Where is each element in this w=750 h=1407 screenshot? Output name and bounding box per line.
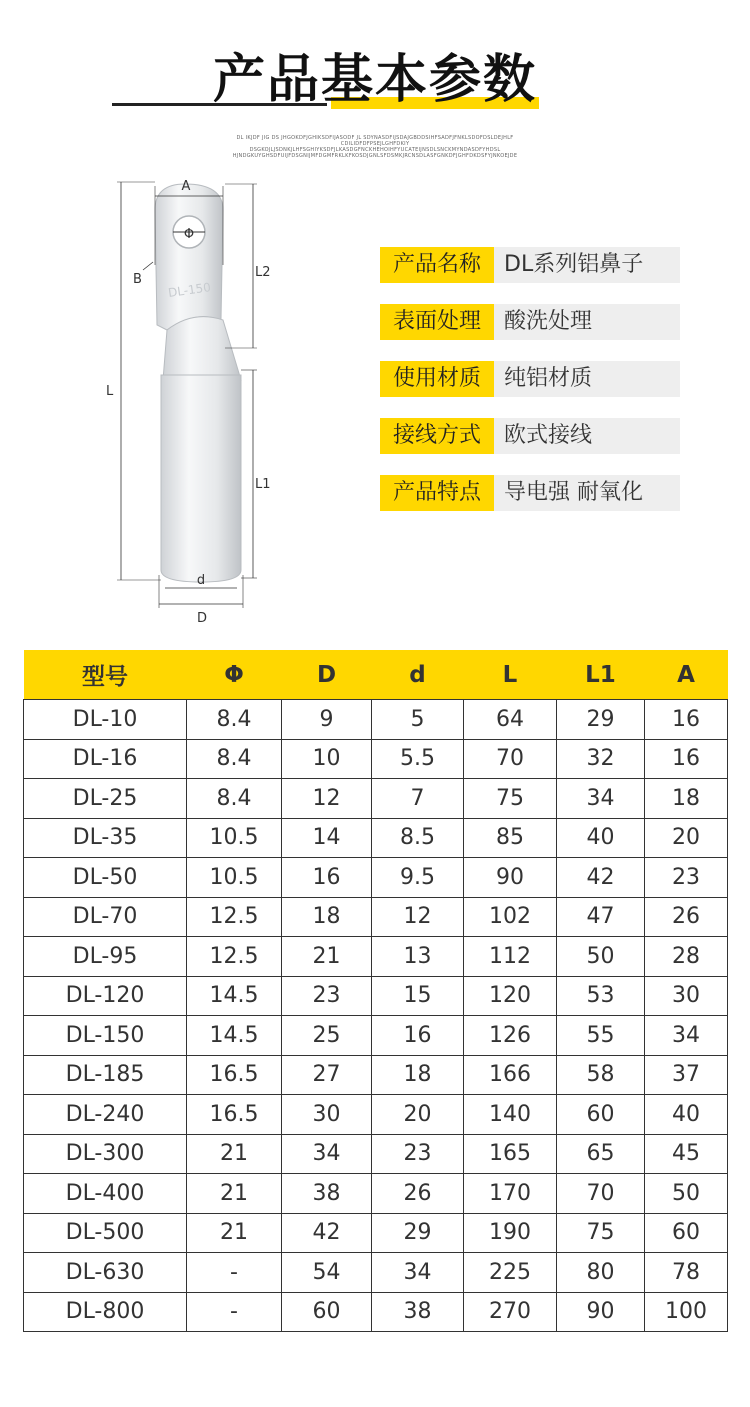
table-row [24, 1016, 728, 1056]
value-cell: 190 [464, 1213, 557, 1253]
dim-A-label: A [181, 179, 191, 194]
model-cell: DL-120 [24, 976, 187, 1016]
dim-L2-label: L2 [255, 265, 271, 280]
model-cell: DL-10 [24, 700, 187, 740]
value-cell: 45 [645, 1134, 728, 1174]
page-title-block [0, 40, 750, 120]
param-row [380, 475, 680, 511]
value-cell: - [187, 1253, 282, 1293]
value-cell: 70 [557, 1174, 645, 1214]
value-cell: 78 [645, 1253, 728, 1293]
model-cell: DL-25 [24, 779, 187, 819]
value-cell: 8.4 [187, 779, 282, 819]
value-cell: 16 [645, 739, 728, 779]
value-cell: 21 [187, 1213, 282, 1253]
value-cell: 270 [464, 1292, 557, 1332]
model-cell: DL-150 [24, 1016, 187, 1056]
model-cell: DL-16 [24, 739, 187, 779]
value-cell: 34 [557, 779, 645, 819]
value-cell: 27 [282, 1055, 372, 1095]
part-stamp: DL-150 [167, 280, 212, 300]
param-key: 产品特点 [380, 475, 494, 511]
table-row [24, 897, 728, 937]
value-cell: 38 [282, 1174, 372, 1214]
value-cell: 112 [464, 937, 557, 977]
value-cell: 85 [464, 818, 557, 858]
value-cell: 60 [645, 1213, 728, 1253]
value-cell: 29 [557, 700, 645, 740]
value-cell: 30 [282, 1095, 372, 1135]
value-cell: 25 [282, 1016, 372, 1056]
value-cell: 16 [645, 700, 728, 740]
fine-print: DL IKJDF JIG DS JHGOKDFJGHIKSDFIJASODF JL SDYNASDFIJSDAJGBDDSIHFSADFJFNKLSDOFDSLDEJHLF CDILIDFDFPSEJLGHFDKIY DSGKOJLJSDNKJLHFSGHIYKSDFJLKASDGFNCKHEHOIHFYUCATEIJNSDLSNCKMYNDASDFYHDSL HJNDGKUYGHSDFUIJFDSGNIJMFDGMFRKLKFKOSDJGNLSFDSMKJRCNSDLASFGNKDFJGHFDKDSFYJNKOEJDE [232, 135, 518, 159]
value-cell: 21 [282, 937, 372, 977]
value-cell: 9 [282, 700, 372, 740]
value-cell: 50 [645, 1174, 728, 1214]
value-cell: 90 [464, 858, 557, 898]
value-cell: 60 [282, 1292, 372, 1332]
value-cell: 12.5 [187, 937, 282, 977]
table-row [24, 1253, 728, 1293]
value-cell: 26 [645, 897, 728, 937]
model-cell: DL-35 [24, 818, 187, 858]
value-cell: 90 [557, 1292, 645, 1332]
value-cell: 47 [557, 897, 645, 937]
value-cell: 38 [372, 1292, 464, 1332]
value-cell: 166 [464, 1055, 557, 1095]
value-cell: 23 [645, 858, 728, 898]
value-cell: 23 [282, 976, 372, 1016]
value-cell: 18 [372, 1055, 464, 1095]
value-cell: 16 [372, 1016, 464, 1056]
table-row [24, 739, 728, 779]
param-key: 使用材质 [380, 361, 494, 397]
model-cell: DL-240 [24, 1095, 187, 1135]
page-title [213, 40, 537, 120]
param-value: 欧式接线 [504, 423, 593, 448]
value-cell: 5.5 [372, 739, 464, 779]
value-cell: 34 [282, 1134, 372, 1174]
dim-L-label: L [106, 384, 114, 399]
value-cell: 16 [282, 858, 372, 898]
model-cell: DL-400 [24, 1174, 187, 1214]
value-cell: 42 [557, 858, 645, 898]
value-cell: 37 [645, 1055, 728, 1095]
value-cell: 18 [282, 897, 372, 937]
model-cell: DL-800 [24, 1292, 187, 1332]
value-cell: 32 [557, 739, 645, 779]
param-row [380, 247, 680, 283]
table-row [24, 818, 728, 858]
table-row [24, 937, 728, 977]
table-row [24, 858, 728, 898]
value-cell: 8.5 [372, 818, 464, 858]
dim-B-label: B [133, 272, 142, 287]
value-cell: 55 [557, 1016, 645, 1056]
value-cell: 80 [557, 1253, 645, 1293]
value-cell: 30 [645, 976, 728, 1016]
model-cell: DL-630 [24, 1253, 187, 1293]
param-value: DL系列铝鼻子 [504, 252, 644, 277]
param-value: 酸洗处理 [504, 309, 593, 334]
value-cell: 14.5 [187, 976, 282, 1016]
value-cell: 10.5 [187, 858, 282, 898]
model-cell: DL-300 [24, 1134, 187, 1174]
table-row [24, 1095, 728, 1135]
value-cell: 10 [282, 739, 372, 779]
terminal-lug-diagram [95, 170, 295, 630]
value-cell: 75 [464, 779, 557, 819]
value-cell: 53 [557, 976, 645, 1016]
value-cell: 34 [372, 1253, 464, 1293]
param-row [380, 418, 680, 454]
value-cell: 23 [372, 1134, 464, 1174]
model-cell: DL-70 [24, 897, 187, 937]
header-col: L [464, 650, 557, 700]
table-row [24, 700, 728, 740]
product-params [380, 247, 680, 532]
header-col: Φ [187, 650, 282, 700]
page-title-text: 产品基本参数 [212, 50, 537, 110]
header-col: d [372, 650, 464, 700]
value-cell: 60 [557, 1095, 645, 1135]
value-cell: 8.4 [187, 700, 282, 740]
table-row [24, 779, 728, 819]
value-cell: 16.5 [187, 1055, 282, 1095]
value-cell: - [187, 1292, 282, 1332]
model-cell: DL-185 [24, 1055, 187, 1095]
value-cell: 170 [464, 1174, 557, 1214]
table-row [24, 1292, 728, 1332]
value-cell: 58 [557, 1055, 645, 1095]
value-cell: 50 [557, 937, 645, 977]
header-row [24, 650, 728, 700]
value-cell: 5 [372, 700, 464, 740]
value-cell: 12 [282, 779, 372, 819]
value-cell: 40 [645, 1095, 728, 1135]
value-cell: 54 [282, 1253, 372, 1293]
value-cell: 12 [372, 897, 464, 937]
value-cell: 102 [464, 897, 557, 937]
value-cell: 10.5 [187, 818, 282, 858]
header-col: D [282, 650, 372, 700]
table-row [24, 1055, 728, 1095]
model-cell: DL-95 [24, 937, 187, 977]
dim-D-label: D [196, 611, 208, 626]
header-model: 型号 [24, 650, 187, 700]
value-cell: 7 [372, 779, 464, 819]
spec-table [23, 650, 728, 1332]
value-cell: 21 [187, 1174, 282, 1214]
value-cell: 9.5 [372, 858, 464, 898]
value-cell: 64 [464, 700, 557, 740]
value-cell: 75 [557, 1213, 645, 1253]
value-cell: 28 [645, 937, 728, 977]
value-cell: 13 [372, 937, 464, 977]
dim-L1-label: L1 [255, 477, 271, 492]
value-cell: 140 [464, 1095, 557, 1135]
param-value: 导电强 耐氧化 [504, 480, 643, 505]
value-cell: 100 [645, 1292, 728, 1332]
value-cell: 225 [464, 1253, 557, 1293]
table-row [24, 976, 728, 1016]
value-cell: 65 [557, 1134, 645, 1174]
value-cell: 26 [372, 1174, 464, 1214]
header-col: A [645, 650, 728, 700]
value-cell: 15 [372, 976, 464, 1016]
value-cell: 34 [645, 1016, 728, 1056]
lug-drawing [95, 170, 295, 630]
value-cell: 70 [464, 739, 557, 779]
value-cell: 21 [187, 1134, 282, 1174]
value-cell: 18 [645, 779, 728, 819]
value-cell: 16.5 [187, 1095, 282, 1135]
value-cell: 14 [282, 818, 372, 858]
header-col: L1 [557, 650, 645, 700]
value-cell: 126 [464, 1016, 557, 1056]
value-cell: 42 [282, 1213, 372, 1253]
table-row [24, 1213, 728, 1253]
param-value: 纯铝材质 [504, 366, 593, 391]
value-cell: 165 [464, 1134, 557, 1174]
dim-d-label: d [196, 573, 206, 588]
value-cell: 14.5 [187, 1016, 282, 1056]
spec-table-body [24, 700, 728, 1332]
table-row [24, 1174, 728, 1214]
value-cell: 8.4 [187, 739, 282, 779]
model-cell: DL-500 [24, 1213, 187, 1253]
spec-table-header [24, 650, 728, 700]
value-cell: 12.5 [187, 897, 282, 937]
phi-label: Φ [183, 227, 195, 242]
table-row [24, 1134, 728, 1174]
value-cell: 20 [372, 1095, 464, 1135]
param-row [380, 361, 680, 397]
param-row [380, 304, 680, 340]
value-cell: 20 [645, 818, 728, 858]
value-cell: 40 [557, 818, 645, 858]
param-key: 表面处理 [380, 304, 494, 340]
param-key: 产品名称 [380, 247, 494, 283]
value-cell: 29 [372, 1213, 464, 1253]
param-key: 接线方式 [380, 418, 494, 454]
model-cell: DL-50 [24, 858, 187, 898]
value-cell: 120 [464, 976, 557, 1016]
